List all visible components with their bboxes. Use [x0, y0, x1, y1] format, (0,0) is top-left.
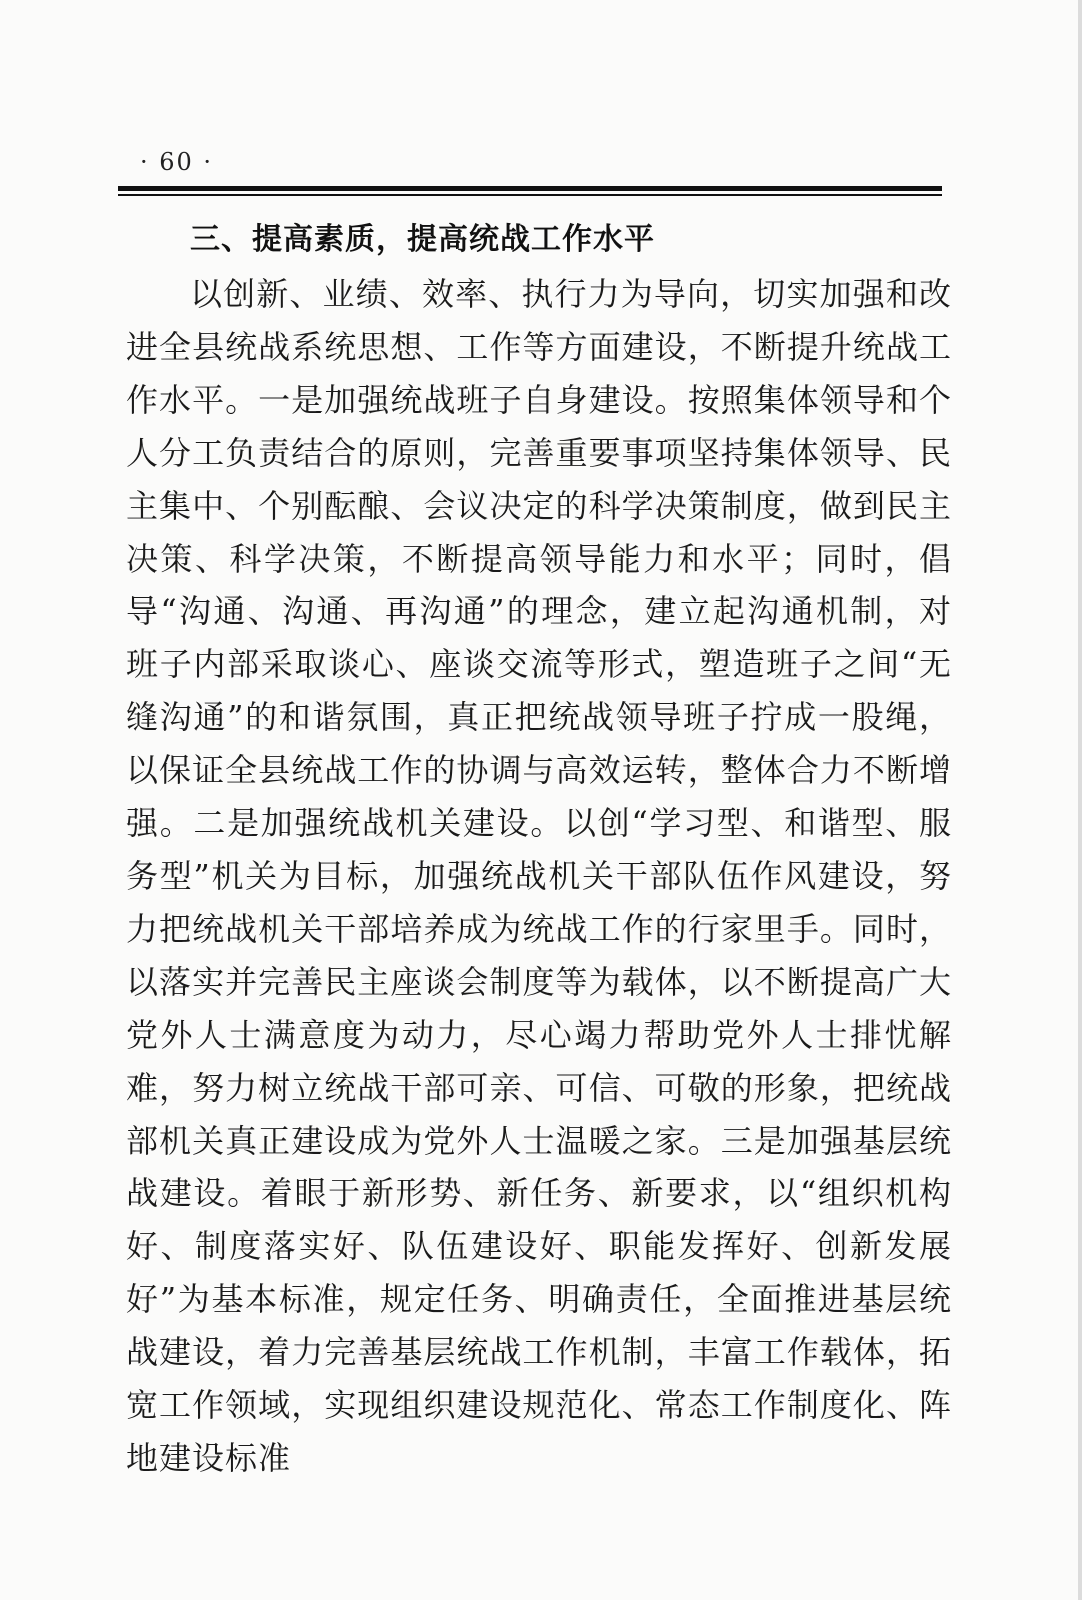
body-paragraph: 以创新、业绩、效率、执行力为导向，切实加强和改进全县统战系统思想、工作等方面建设，不断提升统战工作水平。一是加强统战班子自身建设。按照集体领导和个人分工负责结合的原则，完善重要事项坚持集体领导、民主集中、个别酝酿、会议决定的科学决策制度，做到民主决策、科学决策，不断提高领导能力和水平；同时，倡导“沟通、沟通、再沟通”的理念，建立起沟通机制，对班子内部采取谈心、座谈交流等形式，塑造班子之间“无缝沟通”的和谐氛围，真正把统战领导班子拧成一股绳，以保证全县统战工作的协调与高效运转，整体合力不断增强。二是加强统战机关建设。以创“学习型、和谐型、服务型”机关为目标，加强统战机关干部队伍作风建设，努力把统战机关干部培养成为统战工作的行家里手。同时，以落实并完善民主座谈会制度等为载体，以不断提高广大党外人士满意度为动力，尽心竭力帮助党外人士排忧解难，努力树立统战干部可亲、可信、可敬的形象，把统战部机关真正建设成为党外人士温暖之家。三是加强基层统战建设。着眼于新形势、新任务、新要求，以“组织机构好、制度落实好、队伍建设好、职能发挥好、创新发展好”为基本标准，规定任务、明确责任，全面推进基层统战建设，着力完善基层统战工作机制，丰富工作载体，拓宽工作领域，实现组织建设规范化、常态工作制度化、阵地建设标准	[126, 275, 952, 1477]
page-number: · 60 ·	[140, 148, 214, 176]
page-content	[126, 220, 952, 1485]
header-rule-thick	[118, 186, 942, 191]
section-heading: 三、提高素质，提高统战工作水平	[190, 222, 655, 257]
header-rule-thin	[118, 194, 942, 196]
